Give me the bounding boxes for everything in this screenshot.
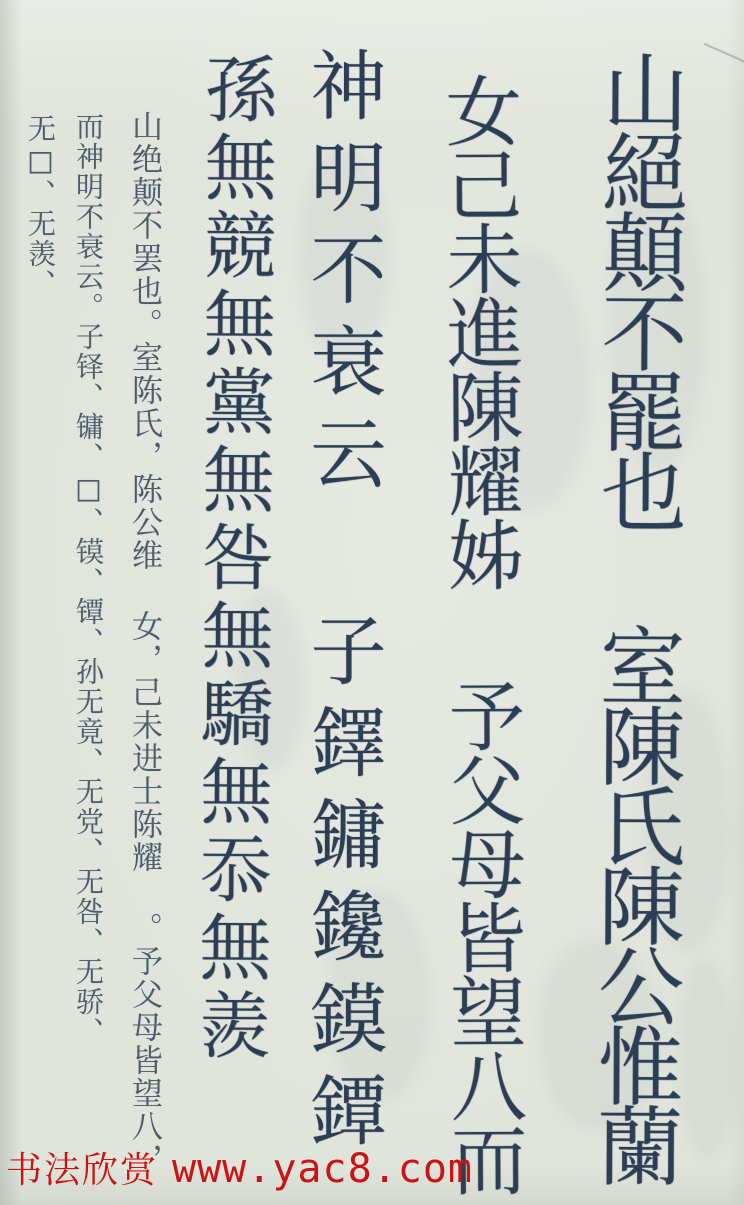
scratch-mark [704,43,744,64]
show-through-smudge [680,960,735,1160]
watermark [6,1142,473,1193]
calligraphy-column-2: 女己未進陳耀姊 予父母皆望八而 [433,71,528,1196]
transcription-column-1: 山绝颠不罢也。室陈氏，陈公维 女，己未进士陈耀 。予父母皆望八， [126,110,162,1176]
watermark-site-name: 书法欣赏 [6,1150,159,1191]
transcription-column-3: 无□、无羡、 [24,114,57,299]
calligraphy-column-4: 孫無競無黨無咎無驕無忝無羨 [186,51,278,1067]
transcription-column-2: 而神明不衰云。子铎、镛、□、镆、镡、孙无竟、无党、无咎、无骄、 [72,112,105,1047]
calligraphy-column-3: 神明不衰云 子鐸鏞鑱鏌鐔 [298,46,387,1163]
watermark-site-url: www.yac8.com [172,1146,473,1192]
calligraphy-column-1: 山絕顛不罷也 室陳氏陳公惟蘭 [582,47,688,1183]
